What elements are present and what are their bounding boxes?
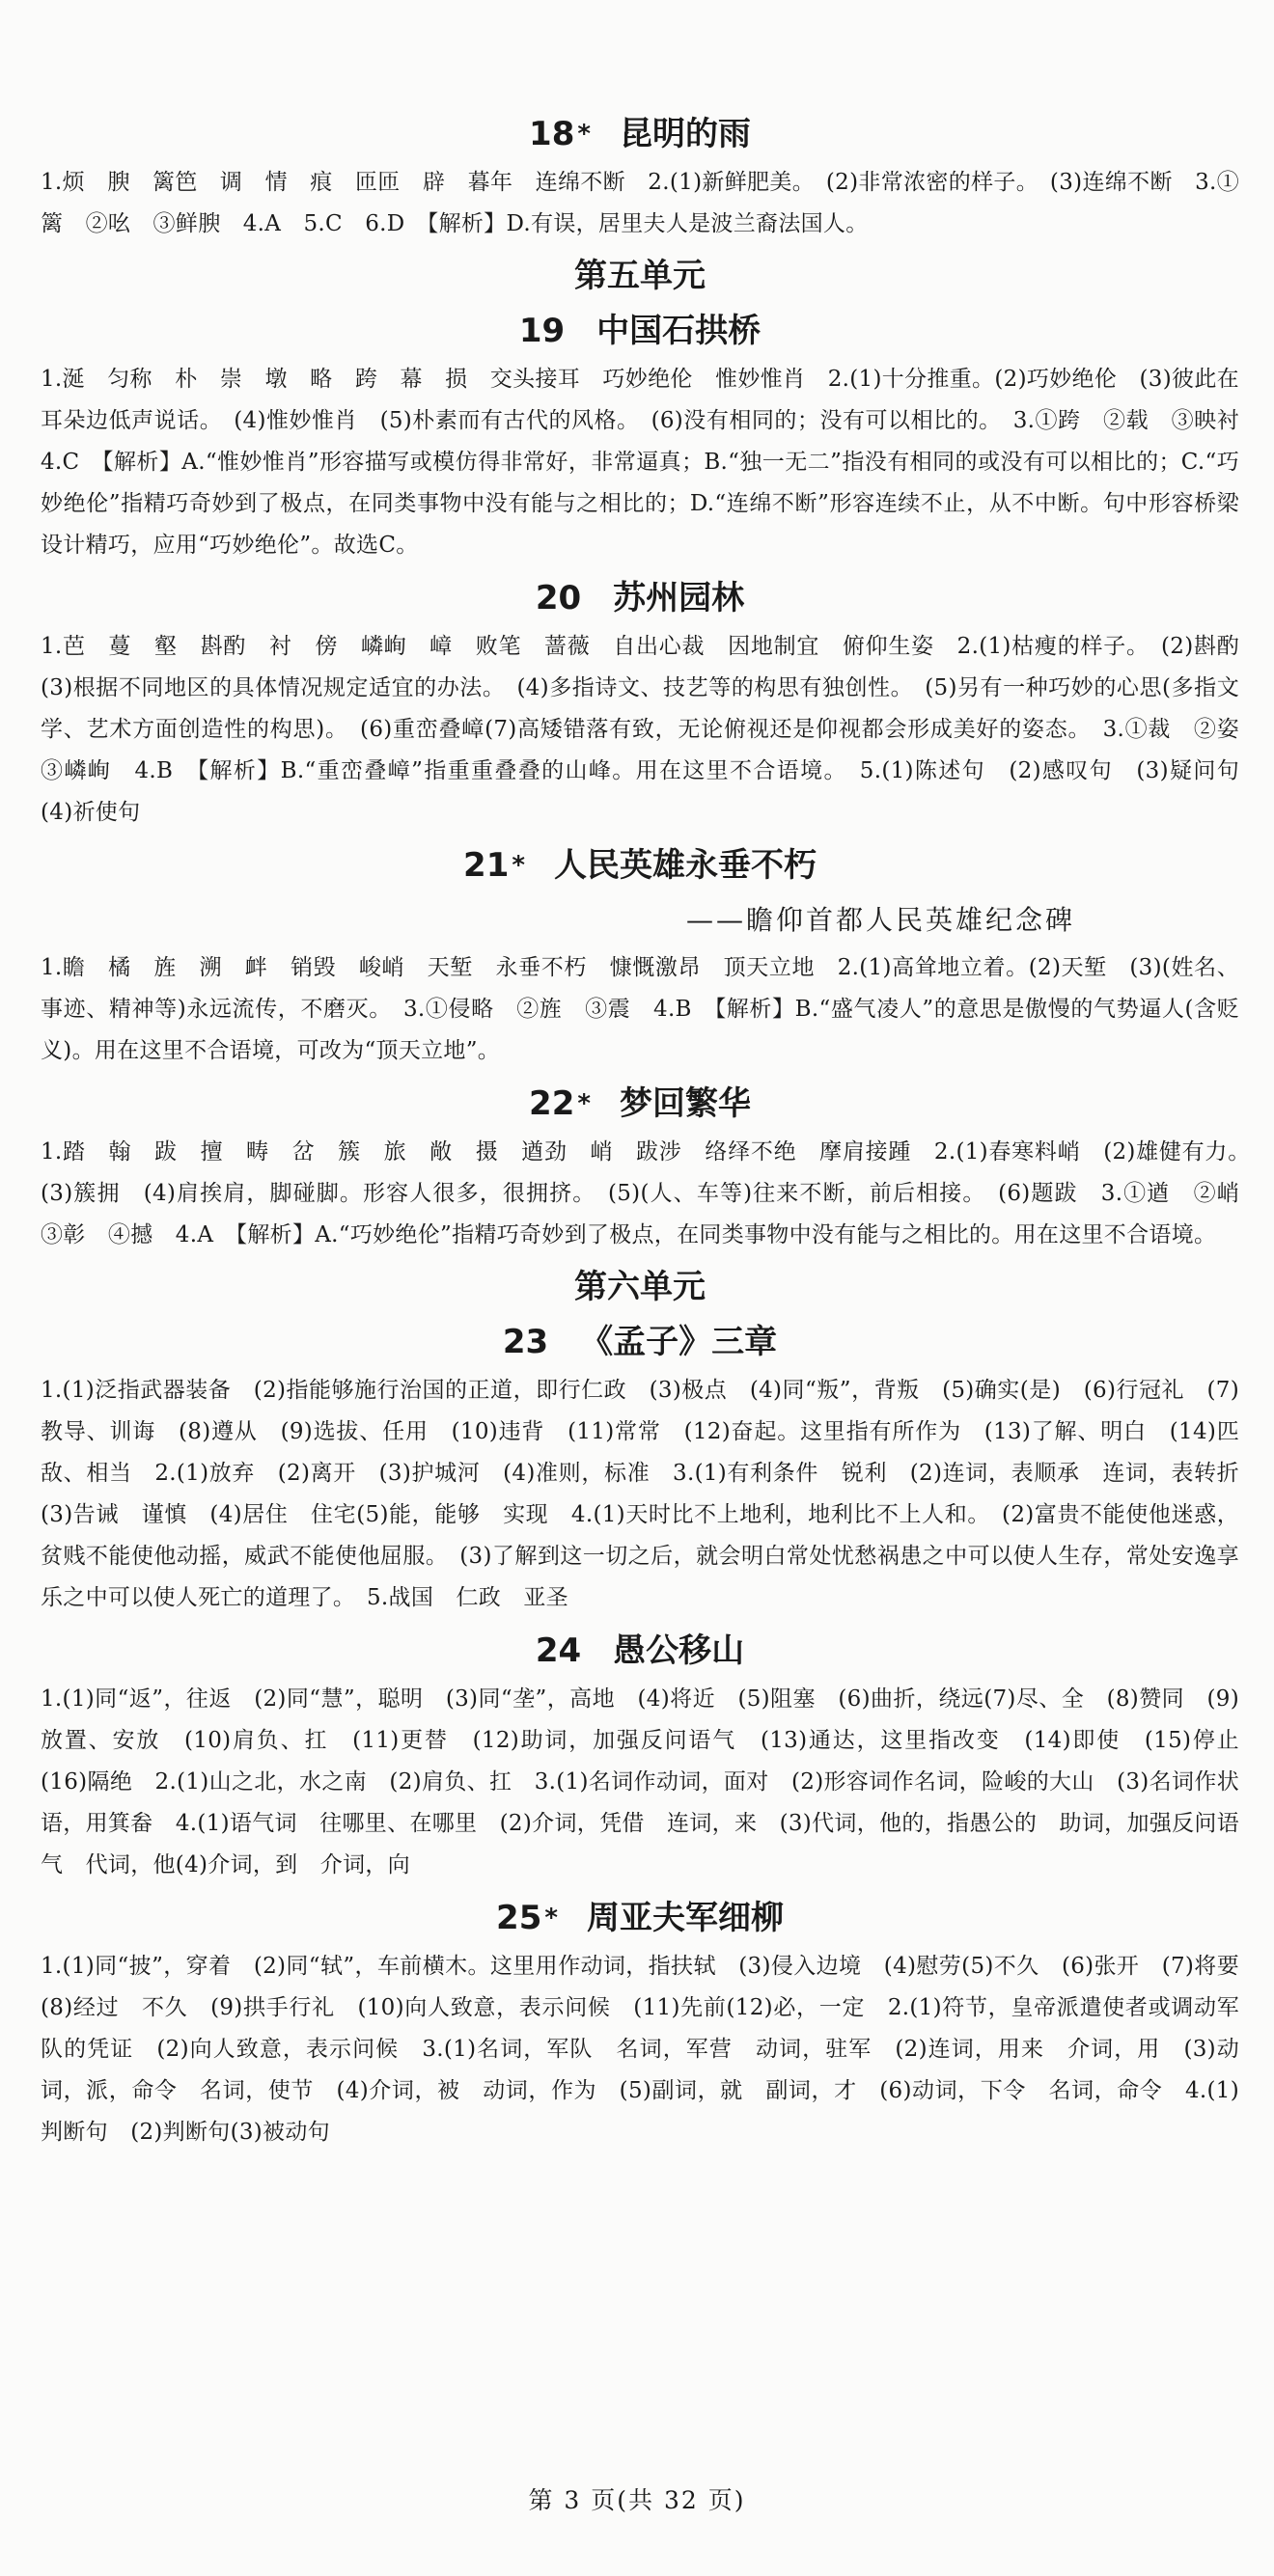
answer-page: [41, 106, 1262, 2157]
lesson-number: 23: [502, 1323, 549, 1361]
unit-heading-5: 第五单元: [574, 257, 706, 295]
lesson-number: 20: [535, 579, 582, 617]
lesson-title-18: [41, 106, 1239, 162]
answer-text-20: 1.芭 蔓 壑 斟酌 衬 傍 嶙峋 嶂 败笔 蔷薇 自出心裁 因地制宜 俯仰生姿 2.(1)枯瘦的样子。 (2)斟酌 (3)根据不同地区的具体情况规定适宜的办法。 (4)多指诗文、技艺等的构思有独创性。 (5)另有一种巧妙的心思(多指文学、艺术方面创造性的构思)。 (6)重峦叠嶂(7)高矮错落有致，无论俯视还是仰视都会形成美好的姿态。 3.①裁 ②姿 ③嶙峋 4.B 【解析】B.“重峦叠嶂”指重重叠叠的山峰。用在这里不合语境。 5.(1)陈述句 (2)感叹句 (3)疑问句 (4)祈使句: [41, 634, 1262, 825]
lesson-number: 24: [535, 1631, 582, 1670]
page-footer: 第 3 页(共 32 页): [528, 2486, 746, 2514]
lesson-number: 19: [518, 312, 566, 350]
lesson-title-19: [41, 303, 1239, 359]
answer-text-24: 1.(1)同“返”，往返 (2)同“慧”，聪明 (3)同“垄”，高地 (4)将近 (5)阻塞 (6)曲折，绕远(7)尽、全 (8)赞同 (9)放置、安放 (10)肩负、扛 (11)更替 (12)助词，加强反问语气 (13)通达，这里指改变 (14)即使 (15)停止 (16)隔绝 2.(1)山之北，水之南 (2)肩负、扛 3.(1)名词作动词，面对 (2)形容词作名词，险峻的大山 (3)名词作状语，用箕畚 4.(1)语气词 往哪里、在哪里 (2)介词，凭借 连词，来 (3)代词，他的，指愚公的 助词，加强反问语气 代词，他(4)介词，到 介词，向: [41, 1686, 1262, 1877]
lesson-name: 愚公移山: [613, 1631, 745, 1670]
lesson-title-22: [41, 1076, 1239, 1132]
lesson-number: 21 *: [463, 846, 525, 885]
lesson-name: 昆明的雨: [619, 115, 751, 153]
lesson-number: 25 *: [496, 1899, 558, 1937]
lesson-name: 人民英雄永垂不朽: [553, 846, 817, 885]
lesson-name: 《孟子》三章: [580, 1323, 778, 1361]
answer-text-18: 1.烦 腴 篱笆 调 情 痕 匝匝 辟 暮年 连绵不断 2.(1)新鲜肥美。 (2)非常浓密的样子。 (3)连绵不断 3.①篱 ②吆 ③鲜腴 4.A 5.C 6.D 【解析】D.有误，居里夫人是波兰裔法国人。: [41, 170, 1239, 236]
lesson-name: 中国石拱桥: [596, 312, 762, 350]
lesson-title-20: [41, 570, 1239, 626]
lesson-name: 周亚夫军细柳: [586, 1899, 784, 1937]
lesson-title-25: [41, 1890, 1239, 1946]
lesson-title-23: [41, 1314, 1239, 1370]
lesson-title-24: [41, 1623, 1239, 1679]
answer-text-25: 1.(1)同“披”，穿着 (2)同“轼”，车前横木。这里用作动词，指扶轼 (3)侵入边境 (4)慰劳(5)不久 (6)张开 (7)将要 (8)经过 不久 (9)拱手行礼 (10)向人致意，表示问候 (11)先前(12)必，一定 2.(1)符节，皇帝派遣使者或调动军队的凭证 (2)向人致意，表示问候 3.(1)名词，军队 名词，军营 动词，驻军 (2)连词，用来 介词，用 (3)动词，派，命令 名词，使节 (4)介词，被 动词，作为 (5)副词，就 副词，才 (6)动词，下令 名词，命令 4.(1)判断句 (2)判断句(3)被动句: [41, 1954, 1262, 2145]
answer-text-22: 1.踏 翰 跋 擅 畴 岔 簇 旅 敞 摄 遒劲 峭 跋涉 络绎不绝 摩肩接踵 2.(1)春寒料峭 (2)雄健有力。 (3)簇拥 (4)肩挨肩，脚碰脚。形容人很多，很拥挤。 (5)(人、车等)往来不断，前后相接。 (6)题跋 3.①遒 ②峭 ③彰 ④撼 4.A 【解析】A.“巧妙绝伦”指精巧奇妙到了极点，在同类事物中没有能与之相比的。用在这里不合语境。: [41, 1139, 1262, 1247]
lesson-number: 18 *: [529, 115, 591, 153]
lesson-number: 22 *: [529, 1084, 591, 1123]
lesson-name: 梦回繁华: [619, 1084, 751, 1123]
answer-text-23: 1.(1)泛指武器装备 (2)指能够施行治国的正道，即行仁政 (3)极点 (4)同“叛”，背叛 (5)确实(是) (6)行冠礼 (7)教导、训诲 (8)遵从 (9)选拔、任用 (10)违背 (11)常常 (12)奋起。这里指有所作为 (13)了解、明白 (14)匹敌、相当 2.(1)放弃 (2)离开 (3)护城河 (4)准则，标准 3.(1)有利条件 锐利 (2)连词，表顺承 连词，表转折 (3)告诫 谨慎 (4)居住 住宅(5)能，能够 实现 4.(1)天时比不上地利，地利比不上人和。 (2)富贵不能使他迷惑，贫贱不能使他动摇，威武不能使他屈服。 (3)了解到这一切之后，就会明白常处忧愁祸患之中可以使人生存，常处安逸享乐之中可以使人死亡的道理了。 5.战国 仁政 亚圣: [41, 1378, 1262, 1610]
answer-text-21: 1.瞻 橘 旌 溯 衅 销毁 峻峭 天堑 永垂不朽 慷慨激昂 顶天立地 2.(1)高耸地立着。(2)天堑 (3)(姓名、事迹、精神等)永远流传，不磨灭。 3.①侵略 ②旌 ③震 4.B 【解析】B.“盛气凌人”的意思是傲慢的气势逼人(含贬义)。用在这里不合语境，可改为“顶天立地”。: [41, 955, 1239, 1063]
unit-heading-6: 第六单元: [574, 1268, 706, 1306]
lesson-subtitle-21: ——瞻仰首都人民英雄纪念碑: [685, 904, 1075, 936]
lesson-name: 苏州园林: [613, 579, 745, 617]
answer-text-19: 1.涎 匀称 朴 崇 墩 略 跨 幕 损 交头接耳 巧妙绝伦 惟妙惟肖 2.(1)十分推重。(2)巧妙绝伦 (3)彼此在耳朵边低声说话。 (4)惟妙惟肖 (5)朴素而有古代的风格。 (6)没有相同的；没有可以相比的。 3.①跨 ②载 ③映衬 4.C 【解析】A.“惟妙惟肖”形容描写或模仿得非常好，非常逼真；B.“独一无二”指没有相同的或没有可以相比的；C.“巧妙绝伦”指精巧奇妙到了极点，在同类事物中没有能与之相比的；D.“连绵不断”形容连续不止，从不中断。句中形容桥梁设计精巧，应用“巧妙绝伦”。故选C。: [41, 367, 1262, 558]
lesson-title-21: [41, 837, 1239, 893]
